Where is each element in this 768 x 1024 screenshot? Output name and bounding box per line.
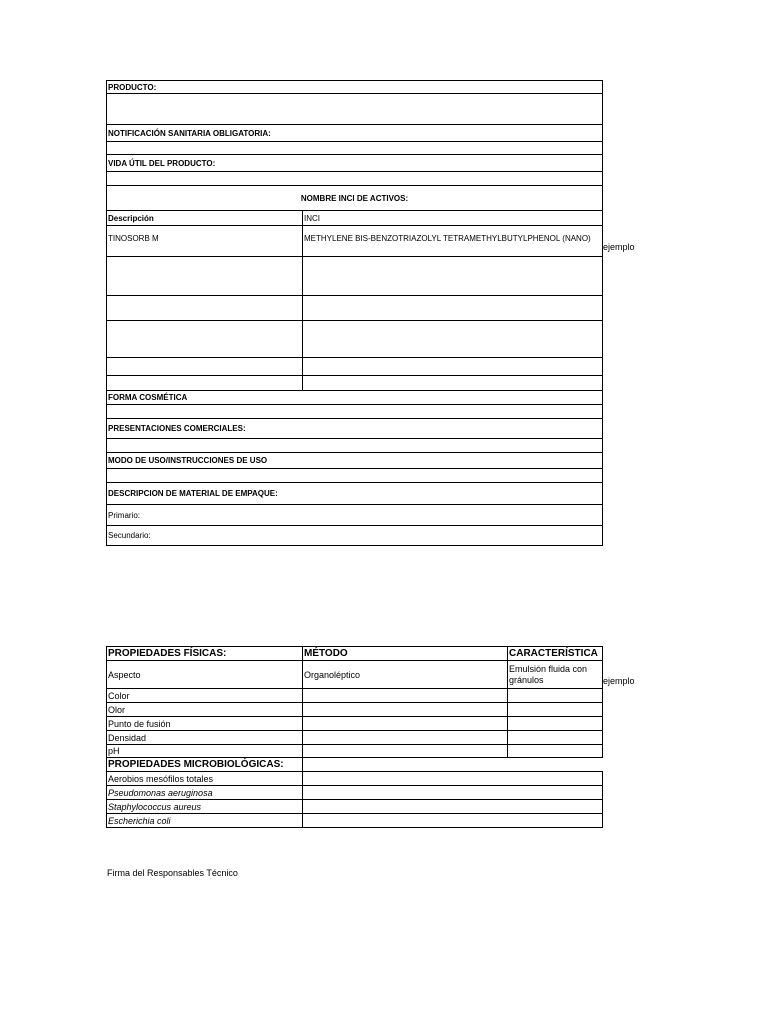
inci-header-descripcion: Descripción [107,211,303,226]
inci-row-inci[interactable] [303,376,603,391]
header-caracteristica: CARACTERÍSTICA [508,647,603,661]
modo-uso-label: MODO DE USO/INSTRUCCIONES DE USO [107,453,603,469]
inci-row-inci[interactable]: METHYLENE BIS-BENZOTRIAZOLYL TETRAMETHYLBUTYLPHENOL (NANO) [303,226,603,257]
vida-util-value[interactable] [107,172,603,186]
inci-row-inci[interactable] [303,296,603,321]
prop-method[interactable] [303,689,508,703]
micro-name: Aerobios mesófilos totales [107,772,303,786]
prop-characteristic[interactable] [508,703,603,717]
product-form-table [106,80,603,546]
micro-name: Pseudomonas aeruginosa [107,786,303,800]
prop-method[interactable] [303,731,508,745]
inci-row-descripcion[interactable] [107,321,303,358]
primario-label[interactable]: Primario: [107,505,603,526]
producto-value[interactable] [107,94,603,125]
micro-value[interactable] [303,814,603,828]
micro-value[interactable] [303,786,603,800]
producto-label: PRODUCTO: [107,81,603,94]
inci-row-inci[interactable] [303,257,603,296]
inci-row-descripcion[interactable]: TINOSORB M [107,226,303,257]
notificacion-value[interactable] [107,142,603,155]
prop-name: Color [107,689,303,703]
presentaciones-value[interactable] [107,439,603,453]
prop-name: Olor [107,703,303,717]
signature-label: Firma del Responsables Técnico [107,868,238,878]
inci-row-descripcion[interactable] [107,376,303,391]
micro-name: Escherichia coli [107,814,303,828]
example-note: ejemplo [603,676,635,686]
inci-row-descripcion[interactable] [107,296,303,321]
prop-characteristic[interactable] [508,731,603,745]
header-metodo: MÉTODO [303,647,508,661]
presentaciones-label: PRESENTACIONES COMERCIALES: [107,419,603,439]
header-propiedades-fisicas: PROPIEDADES FÍSICAS: [107,647,303,661]
header-propiedades-microbiologicas: PROPIEDADES MICROBIOLÓGICAS: [107,758,303,772]
prop-method[interactable]: Organoléptico [303,661,508,689]
properties-table [106,646,603,828]
micro-name: Staphylococcus aureus [107,800,303,814]
prop-characteristic[interactable] [508,689,603,703]
prop-characteristic[interactable] [508,717,603,731]
forma-cosmetica-value[interactable] [107,405,603,419]
prop-characteristic[interactable]: Emulsión fluida con gránulos [508,661,603,689]
example-note: ejemplo [603,242,635,252]
micro-value[interactable] [303,800,603,814]
prop-method[interactable] [303,703,508,717]
vida-util-label: VIDA ÚTIL DEL PRODUCTO: [107,155,603,172]
forma-cosmetica-label: FORMA COSMÉTICA [107,391,603,405]
prop-characteristic[interactable] [508,745,603,758]
modo-uso-value[interactable] [107,469,603,483]
prop-method[interactable] [303,745,508,758]
micro-value[interactable] [303,772,603,786]
inci-section-title: NOMBRE INCI DE ACTIVOS: [107,186,603,211]
prop-method[interactable] [303,717,508,731]
notificacion-label: NOTIFICACIÓN SANITARIA OBLIGATORIA: [107,125,603,142]
inci-row-descripcion[interactable] [107,358,303,376]
inci-row-inci[interactable] [303,358,603,376]
micro-header-blank [303,758,603,772]
inci-row-descripcion[interactable] [107,257,303,296]
inci-row-inci[interactable] [303,321,603,358]
prop-name: Punto de fusión [107,717,303,731]
empaque-title: DESCRIPCION DE MATERIAL DE EMPAQUE: [107,483,603,505]
prop-name: pH [107,745,303,758]
inci-header-inci: INCI [303,211,603,226]
prop-name: Densidad [107,731,303,745]
prop-name: Aspecto [107,661,303,689]
secundario-label[interactable]: Secundario: [107,526,603,546]
